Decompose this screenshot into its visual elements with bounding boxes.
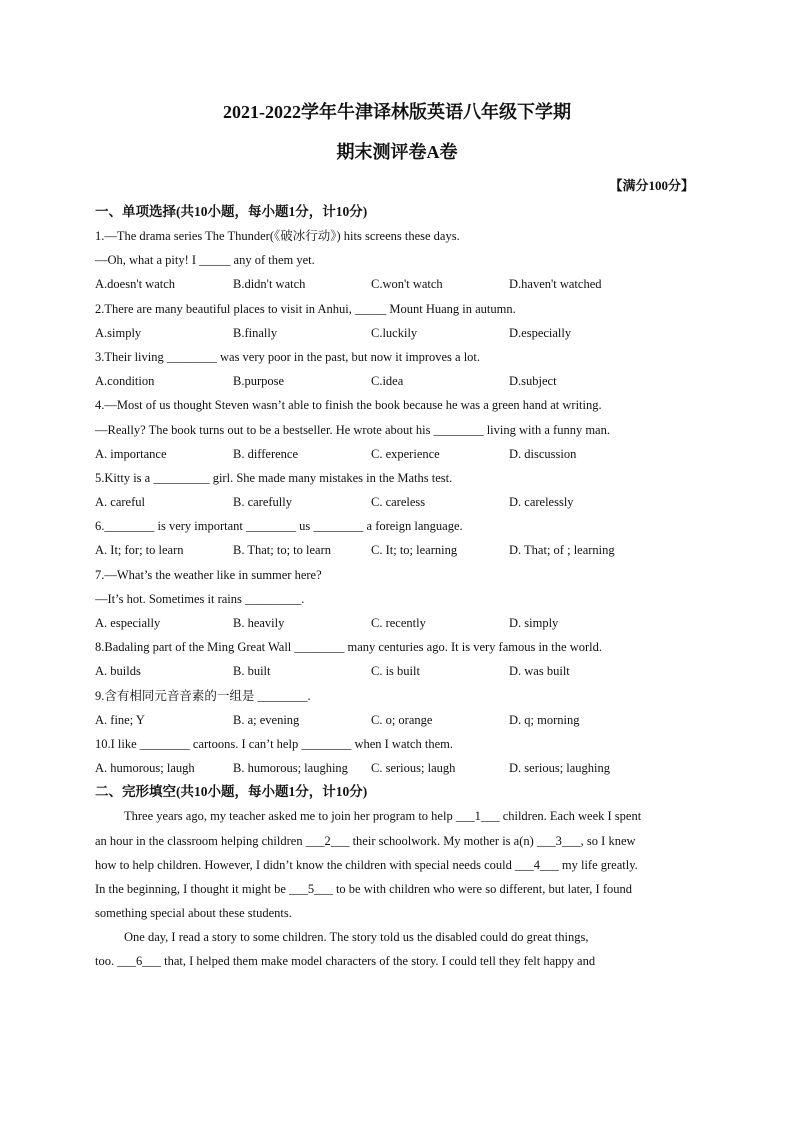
answer-option: D.subject [509, 374, 557, 389]
passage-line: an hour in the classroom helping children ___2___ their schoolwork. My mother is a(n) ___3___, so I knew [95, 833, 636, 848]
question-line: 5.Kitty is a _________ girl. She made many mistakes in the Maths test. [95, 470, 453, 485]
passage-line: how to help children. However, I didn’t know the children with special needs could ___4___ my life greatly. [95, 857, 638, 872]
question-line: 10.I like ________ cartoons. I can’t help ________ when I watch them. [95, 736, 454, 751]
answer-option: B. carefully [233, 495, 293, 510]
question-line: 3.Their living ________ was very poor in the past, but now it improves a lot. [95, 349, 481, 364]
cloze-passage [95, 804, 695, 973]
question-line: 1.—The drama series The Thunder(《破冰行动》) hits screens these days. [95, 229, 460, 243]
answer-option: C. careless [371, 495, 426, 510]
answer-option: B. heavily [233, 616, 285, 630]
answer-option: D. discussion [509, 446, 577, 461]
question-line: —Really? The book turns out to be a bestseller. He wrote about his ________ living with a funny man. [95, 422, 610, 437]
answer-option: A.doesn't watch [95, 277, 176, 292]
answer-option: D. serious; laughing [509, 761, 611, 776]
answer-option: D. That; of ; learning [509, 543, 615, 558]
answer-options [95, 708, 695, 732]
answer-option: B.didn't watch [233, 277, 306, 292]
answer-options [95, 611, 695, 635]
answer-options [95, 659, 695, 683]
passage-line: too. ___6___ that, I helped them make model characters of the story. I could tell they felt happy and [95, 954, 596, 969]
answer-options [95, 538, 695, 562]
total-score: 【满分100分】 [609, 178, 694, 193]
question-line: 2.There are many beautiful places to visit in Anhui, _____ Mount Huang in autumn. [95, 301, 516, 316]
passage-line: In the beginning, I thought it might be ___5___ to be with children who were so different, but later, I found [95, 881, 633, 896]
answer-option: C. o; orange [371, 712, 433, 727]
answer-option: D. simply [509, 616, 559, 630]
question-line: 4.—Most of us thought Steven wasn’t able to finish the book because he was a green hand at writing. [95, 398, 602, 413]
answer-options [95, 490, 695, 514]
section-heading-single-choice: 一、单项选择(共10小题，每小题1分，计10分) [95, 204, 368, 219]
answer-option: C. recently [371, 616, 426, 630]
passage-line: One day, I read a story to some children. The story told us the disabled could do great things, [124, 930, 589, 945]
answer-options [95, 756, 695, 780]
answer-option: A. builds [95, 664, 141, 679]
answer-option: C. It; to; learning [371, 543, 458, 558]
question-line: 7.—What’s the weather like in summer here? [95, 567, 322, 582]
answer-option: D.especially [509, 325, 572, 340]
single-choice-questions [95, 224, 695, 780]
answer-option: C.luckily [371, 325, 418, 340]
answer-option: A. importance [95, 446, 167, 461]
answer-option: B. That; to; to learn [233, 543, 332, 558]
answer-option: B.purpose [233, 374, 285, 389]
answer-option: C. serious; laugh [371, 761, 456, 776]
question-line: 8.Badaling part of the Ming Great Wall ________ many centuries ago. It is very famous in the world. [95, 640, 602, 655]
question-line: 6.________ is very important ________ us ________ a foreign language. [95, 519, 463, 534]
answer-option: C.won't watch [371, 277, 443, 292]
answer-option: C. experience [371, 446, 440, 461]
answer-options [95, 272, 695, 296]
answer-option: C. is built [371, 664, 420, 679]
exam-title: 2021-2022学年牛津译林版英语八年级下学期 [223, 102, 571, 122]
answer-option: D. q; morning [509, 712, 580, 727]
answer-option: A. It; for; to learn [95, 543, 184, 558]
exam-content [95, 200, 695, 974]
answer-option: B. difference [233, 446, 299, 461]
answer-option: A. especially [95, 616, 161, 630]
answer-option: A. humorous; laugh [95, 761, 195, 776]
answer-option: B. humorous; laughing [233, 761, 348, 776]
answer-options [95, 321, 695, 345]
answer-option: C.idea [371, 374, 404, 389]
exam-subtitle: 期末测评卷A卷 [336, 142, 458, 162]
passage-line: something special about these students. [95, 906, 292, 921]
answer-option: A.simply [95, 325, 142, 340]
answer-options [95, 442, 695, 466]
answer-option: B. built [233, 664, 271, 679]
question-line: —Oh, what a pity! I _____ any of them yet. [95, 253, 315, 268]
question-line: —It’s hot. Sometimes it rains _________. [95, 591, 305, 606]
section-heading-cloze: 二、完形填空(共10小题，每小题1分，计10分) [95, 784, 368, 800]
answer-option: A. fine; Y [95, 712, 145, 727]
answer-options [95, 369, 695, 393]
answer-option: B. a; evening [233, 712, 300, 727]
question-line: 9.含有相同元音音素的一组是 ________. [95, 688, 311, 703]
passage-line: Three years ago, my teacher asked me to join her program to help ___1___ children. Each week I spent [124, 809, 642, 824]
answer-option: A.condition [95, 374, 155, 389]
answer-option: A. careful [95, 495, 145, 510]
answer-option: D.haven't watched [509, 277, 602, 292]
answer-option: D. was built [509, 664, 570, 679]
answer-option: D. carelessly [509, 495, 574, 510]
answer-option: B.finally [233, 325, 278, 340]
